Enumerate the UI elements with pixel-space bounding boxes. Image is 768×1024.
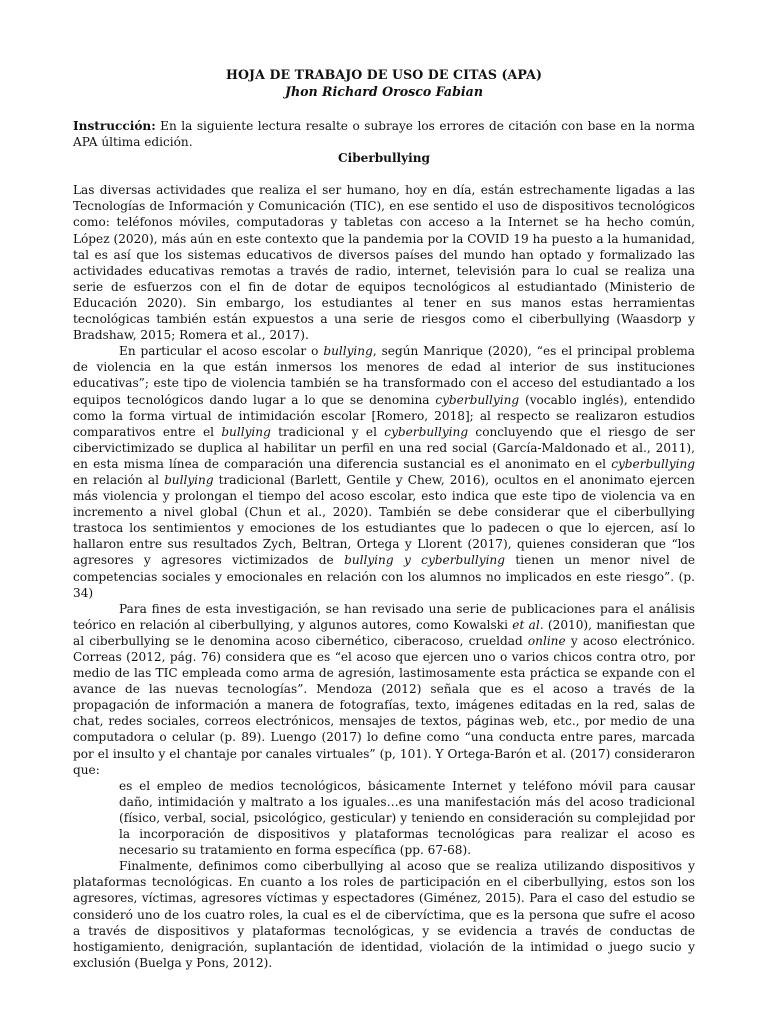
italic-term: bullying — [221, 424, 271, 439]
text-run: tradicional (Barlett, Gentile y Chew, 2016), ocultos en el anonimato ejercen más violencia y prolongan el tiempo del acoso escolar, esto indica que este tipo de violencia va en incremento a nivel global (Chun et al., 2020). También se debe considerar que el ciberbullying trastoca los sentimientos y emociones de los estudiantes que lo padecen o que lo ejercen, así lo hallaron entre sus resultados Zych, Beltran, Ortega y Llorent (2017), quienes consideran que “los agresores y agresores victimizados de — [73, 472, 695, 568]
text-run: tradicional y el — [270, 424, 385, 439]
text-run: y acoso electrónico. Correas (2012, pág. 76) considera que es “el acoso que ejercen uno o varios chicos contra otro, por medio de las TIC empleada como arma de agresión, lastimosamente esta práctica se expande con el avance de las nuevas tecnologías”. Mendoza (2012) señala que es el acoso a través de la propagación de información a manera de fotografías, texto, imágenes editadas en la red, salas de chat, redes sociales, correos electrónicos, mensajes de textos, páginas web, etc., por medio de una computadora o celular (p. 89). Luengo (2017) lo define como “una conducta entre pares, marcada por el insulto y el chantaje por canales virtuales” (p, 101). Y Ortega-Barón et al. (2017) consideraron que: — [73, 633, 695, 777]
paragraph-2 — [73, 343, 695, 601]
paragraph-4: Finalmente, definimos como ciberbullying al acoso que se realiza utilizando dispositivos y plataformas tecnológicas. En cuanto a los roles de participación en el ciberbullying, estos son los agresores, víctimas, agresores víctimas y espectadores (Giménez, 2015). Para el caso del estudio se consideró uno de los cuatro roles, la cual es el de cibervíctima, que es la persona que sufre el acoso a través de dispositivos y plataformas tecnológicas, y se evidencia a través de conductas de hostigamiento, denigración, suplantación de identidad, violación de la intimidad o juego sucio y exclusión (Buelga y Pons, 2012). — [73, 859, 695, 970]
document-author: Jhon Richard Orosco Fabian — [285, 84, 483, 99]
paragraph-1: Las diversas actividades que realiza el ser humano, hoy en día, están estrechamente ligadas a las Tecnologías de Información y Comunicación (TIC), en ese sentido el uso de dispositivos tecnológicos como: teléfonos móviles, computadoras y tabletas con acceso a la Internet se ha hecho común, López (2020), más aún en este contexto que la pandemia por la COVID 19 ha puesto a la humanidad, tal es así que los sistemas educativos de diversos países del mundo han optado y formalizado las actividades educativas remotas a través de radio, internet, televisión para lo cual se realiza una serie de esfuerzos con el fin de dotar de equipos tecnológicos al estudiantado (Ministerio de Educación 2020). Sin embargo, los estudiantes al tener en sus manos estas herramientas tecnológicas también están expuestos a una serie de riesgos como el ciberbullying (Waasdorp y Bradshaw, 2015; Romera et al., 2017). — [73, 183, 695, 343]
instruction-text: En la siguiente lectura resalte o subraye los errores de citación con base en la norma APA última edición. — [73, 119, 695, 150]
text-run: tienen un menor nivel de competencias sociales y emocionales en relación con los alumnos no implicados en este riesgo”. (p. 34) — [73, 553, 695, 600]
text-run: , según Manrique (2020), “es el principal problema de violencia en la que están inmersos los menores de edad al interior de sus instituciones educativas”; este tipo de violencia también se ha transformado con el acceso del estudiantado a los equipos tecnológicos dando lugar a lo que se denomina — [73, 344, 695, 407]
italic-term: cyberbullying — [384, 424, 469, 439]
text-run: (2010), manifiestan que al ciberbullying se le denomina acoso cibernético, ciberacoso, crueldad — [73, 617, 695, 648]
italic-term: bullying y cyberbullying — [344, 553, 505, 568]
text-run: concluyendo que el riesgo de ser cibervictimizado se duplica al habilitar un perfil en una red social (García-Maldonado et al., 2011), en esta misma línea de comparación una diferencia sustancial es el anonimato en el — [73, 424, 696, 471]
paragraph-3 — [73, 601, 695, 778]
text-run: En particular el acoso escolar o — [119, 344, 324, 359]
italic-term: bullying — [164, 472, 214, 487]
italic-term: online — [527, 633, 566, 648]
section-title: Ciberbullying — [337, 151, 431, 166]
text-run: (vocablo inglés), entendido como la forma virtual de intimidación escolar [Romero, 2018]; al respecto se realizaron estudios comparativos entre el — [73, 392, 695, 439]
italic-term: cyberbullying — [611, 456, 695, 471]
instruction-paragraph — [73, 118, 695, 150]
italic-term: bullying — [323, 344, 373, 359]
italic-term: et al. — [512, 617, 544, 632]
document-body — [73, 118, 695, 971]
italic-term: cyberbullying — [435, 392, 520, 407]
document-title: HOJA DE TRABAJO DE USO DE CITAS (APA) — [225, 67, 543, 82]
instruction-label: Instrucción: — [73, 119, 156, 133]
text-run: Para fines de esta investigación, se han revisado una serie de publicaciones para el análisis teórico en relación al ciberbullying, y algunos autores, como Kowalski — [73, 601, 695, 632]
text-run: en relación al — [73, 472, 165, 487]
block-quote: es el empleo de medios tecnológicos, básicamente Internet y teléfono móvil para causar daño, intimidación y maltrato a los iguales…es una manifestación más del acoso tradicional (físico, verbal, social, psicológico, gesticular) y teniendo en consideración su complejidad por la incorporación de dispositivos y plataformas tecnológicas para realizar el acoso es necesario su tratamiento en forma específica (pp. 67-68). — [119, 778, 695, 858]
